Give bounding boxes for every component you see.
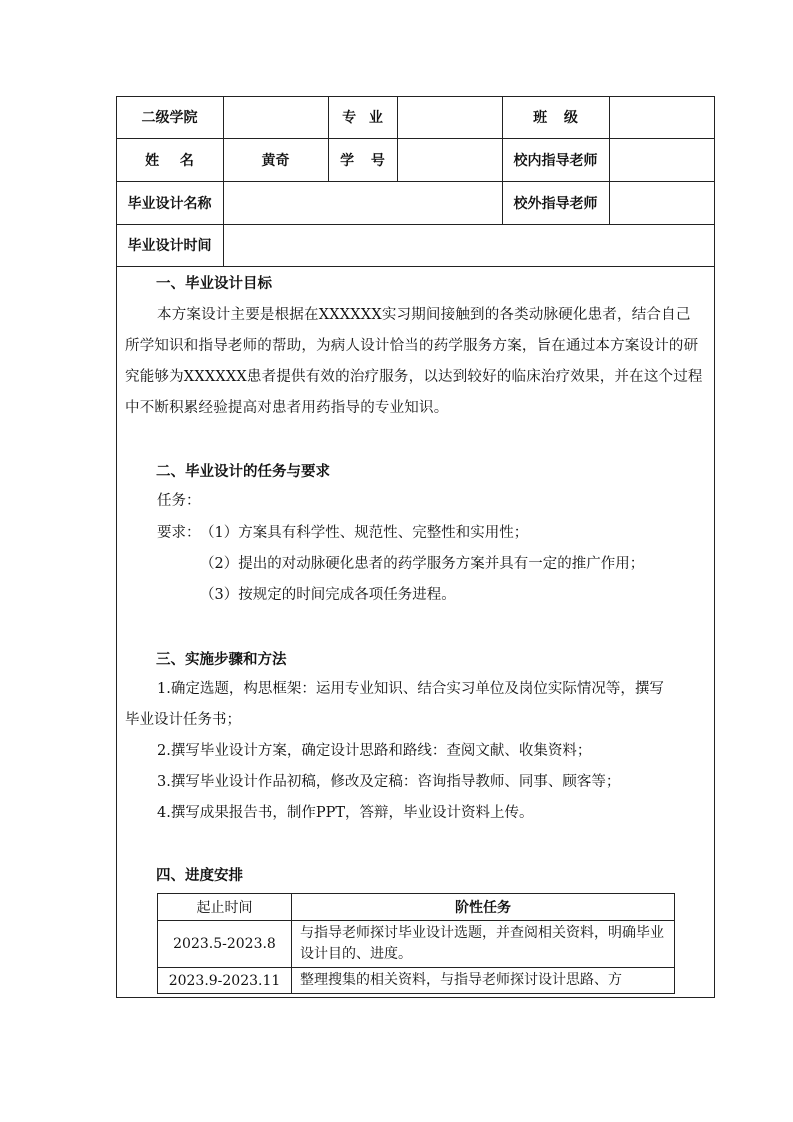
step-1: 1.确定选题，构思框架：运用专业知识、结合实习单位及岗位实际情况等，撰写 xyxy=(157,681,664,697)
section-1-title: 一、毕业设计目标 xyxy=(156,276,272,292)
table-header-row xyxy=(158,894,675,921)
design-name-value[interactable] xyxy=(223,181,502,224)
name-label: 姓 名 xyxy=(145,152,194,169)
external-advisor-value[interactable] xyxy=(609,181,715,224)
internal-advisor-value[interactable] xyxy=(609,138,715,181)
row-time: 2023.5-2023.8 xyxy=(158,921,292,968)
college-label: 二级学院 xyxy=(141,110,198,126)
task-label: 任务： xyxy=(157,493,201,509)
step-3: 3.撰写毕业设计作品初稿，修改及定稿：咨询指导教师、同事、顾客等； xyxy=(157,774,621,790)
major-label: 专 业 xyxy=(342,110,383,126)
design-name-label: 毕业设计名称 xyxy=(127,195,212,212)
student-id-label: 学 号 xyxy=(340,152,385,169)
requirement-1: （1）方案具有科学性、规范性、完整性和实用性； xyxy=(200,525,529,541)
col-task-header: 阶性任务 xyxy=(292,894,675,921)
requirements-label: 要求： xyxy=(157,525,201,541)
row-task: 整理搜集的相关资料，与指导老师探讨设计思路、方 xyxy=(292,968,675,994)
schedule-table xyxy=(157,893,675,994)
class-label: 班 级 xyxy=(533,110,578,126)
internal-advisor-label: 校内指导老师 xyxy=(513,152,598,169)
external-advisor-label: 校外指导老师 xyxy=(513,195,598,212)
grid-line xyxy=(116,266,715,267)
row-time: 2023.9-2023.11 xyxy=(158,968,292,994)
college-value[interactable] xyxy=(223,96,328,138)
step-4: 4.撰写成果报告书，制作PPT，答辩，毕业设计资料上传。 xyxy=(157,805,534,821)
table-row xyxy=(158,968,675,994)
col-time-header: 起止时间 xyxy=(158,894,292,921)
step-1-continued: 毕业设计任务书； xyxy=(125,712,241,728)
name-value[interactable]: 黄奇 xyxy=(261,152,290,169)
section-3-title: 三、实施步骤和方法 xyxy=(156,652,287,668)
design-time-label: 毕业设计时间 xyxy=(127,238,212,254)
requirement-3: （3）按规定的时间完成各项任务进程。 xyxy=(200,587,456,603)
student-id-value[interactable] xyxy=(397,138,502,181)
class-value[interactable] xyxy=(609,96,715,138)
requirement-2: （2）提出的对动脉硬化患者的药学服务方案并具有一定的推广作用； xyxy=(200,556,645,572)
major-value[interactable] xyxy=(397,96,502,138)
table-row xyxy=(158,921,675,968)
row-task: 与指导老师探讨毕业设计选题，并查阅相关资料，明确毕业设计目的、进度。 xyxy=(292,921,675,968)
section-1-body: 本方案设计主要是根据在XXXXXX实习期间接触到的各类动脉硬化患者，结合自己所学知识和指导老师的帮助，为病人设计恰当的药学服务方案，旨在通过本方案设计的研究能够为XXXXXX患者提供有效的治疗服务，以达到较好的临床治疗效果，并在这个过程中不断积累经验提高对患者用药指导的专业知识。 xyxy=(125,307,703,416)
section-4-title: 四、进度安排 xyxy=(156,868,243,884)
section-2-title: 二、毕业设计的任务与要求 xyxy=(156,464,330,480)
design-time-value[interactable] xyxy=(223,224,715,266)
step-2: 2.撰写毕业设计方案，确定设计思路和路线：查阅文献、收集资料； xyxy=(157,743,592,759)
